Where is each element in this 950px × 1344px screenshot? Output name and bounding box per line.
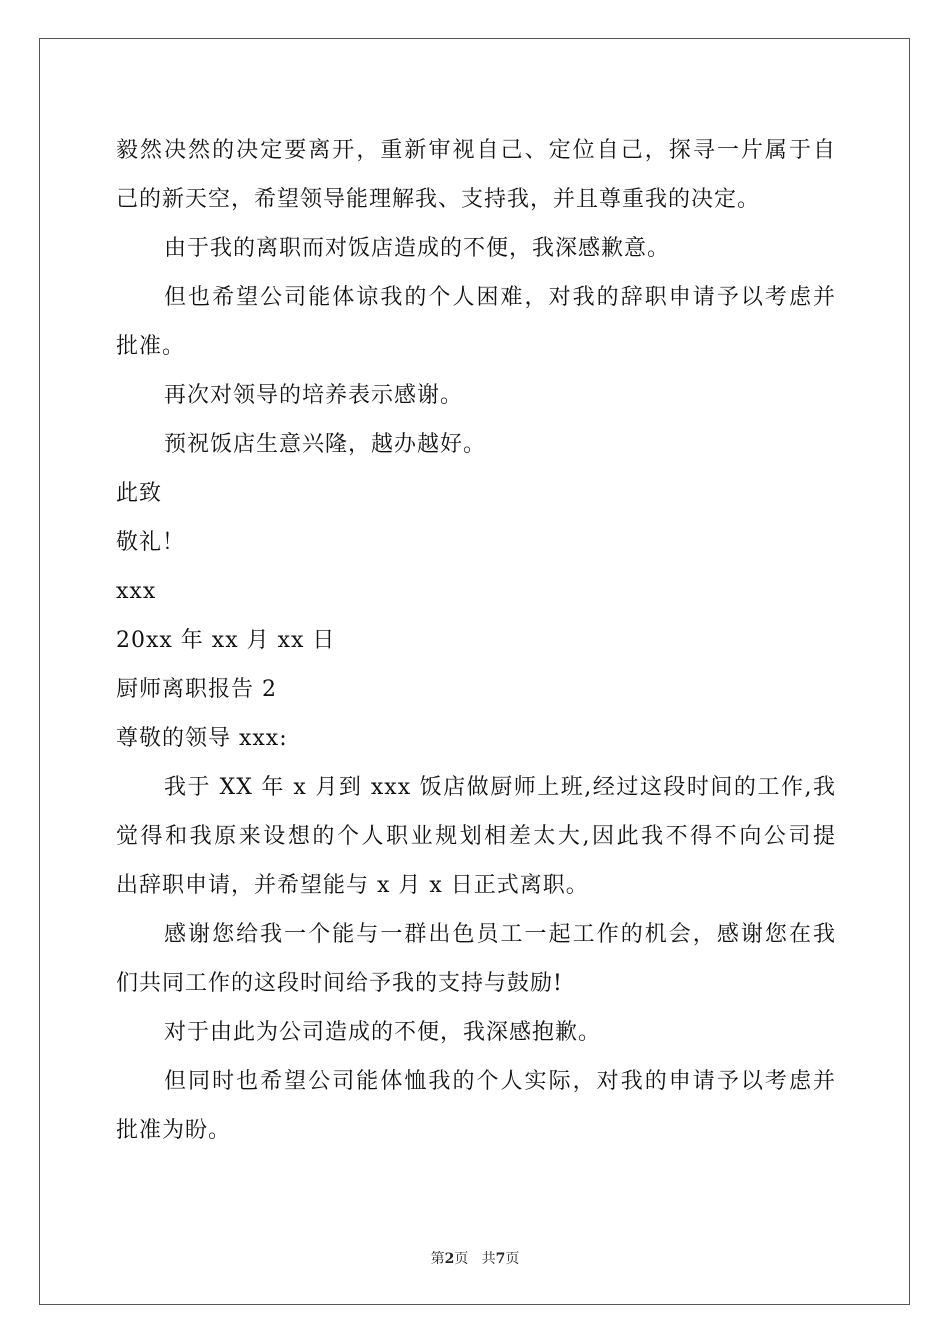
paragraph-line: 批准。 — [116, 334, 186, 359]
page-current: 2 — [444, 1251, 455, 1267]
paragraph-line: 但也希望公司能体谅我的个人困难，对我的辞职申请予以考虑并 — [164, 285, 836, 310]
page-suffix: 页 — [454, 1251, 469, 1267]
closing-line: 此致 — [116, 481, 163, 506]
paragraph-line: 但同时也希望公司能体恤我的个人实际，对我的申请予以考虑并 — [164, 1069, 836, 1094]
addressee-line: 尊敬的领导 xxx: — [116, 726, 288, 751]
page-total: 7 — [495, 1251, 506, 1267]
page-prefix: 第 — [430, 1251, 445, 1267]
paragraph-line: 们共同工作的这段时间给予我的支持与鼓励! — [116, 971, 563, 996]
document-body — [116, 126, 836, 1155]
total-prefix: 共 — [481, 1251, 496, 1267]
signature-date: 20xx 年 xx 月 xx 日 — [116, 628, 336, 653]
paragraph-line: 由于我的离职而对饭店造成的不便，我深感歉意。 — [164, 236, 671, 261]
paragraph-line: 我于 XX 年 x 月到 xxx 饭店做厨师上班,经过这段时间的工作,我 — [164, 775, 836, 800]
page-footer — [0, 1248, 950, 1268]
salutation-line: 敬礼！ — [116, 530, 186, 555]
paragraph-line: 觉得和我原来设想的个人职业规划相差太大,因此我不得不向公司提 — [116, 824, 836, 849]
paragraph-line: 对于由此为公司造成的不便，我深感抱歉。 — [164, 1020, 602, 1045]
signature-name: xxx — [116, 579, 157, 604]
paragraph-line: 批准为盼。 — [116, 1118, 232, 1143]
paragraph-line: 感谢您给我一个能与一群出色员工一起工作的机会，感谢您在我 — [164, 922, 836, 947]
paragraph-line: 毅然决然的决定要离开，重新审视自己、定位自己，探寻一片属于自 — [116, 138, 836, 163]
paragraph-line: 再次对领导的培养表示感谢。 — [164, 383, 464, 408]
paragraph-line: 出辞职申请，并希望能与 x 月 x 日正式离职。 — [116, 873, 589, 898]
total-suffix: 页 — [505, 1251, 520, 1267]
paragraph-line: 预祝饭店生意兴隆，越办越好。 — [164, 432, 487, 457]
paragraph-line: 己的新天空，希望领导能理解我、支持我，并且尊重我的决定。 — [116, 187, 761, 212]
section-title: 厨师离职报告 2 — [116, 677, 277, 702]
